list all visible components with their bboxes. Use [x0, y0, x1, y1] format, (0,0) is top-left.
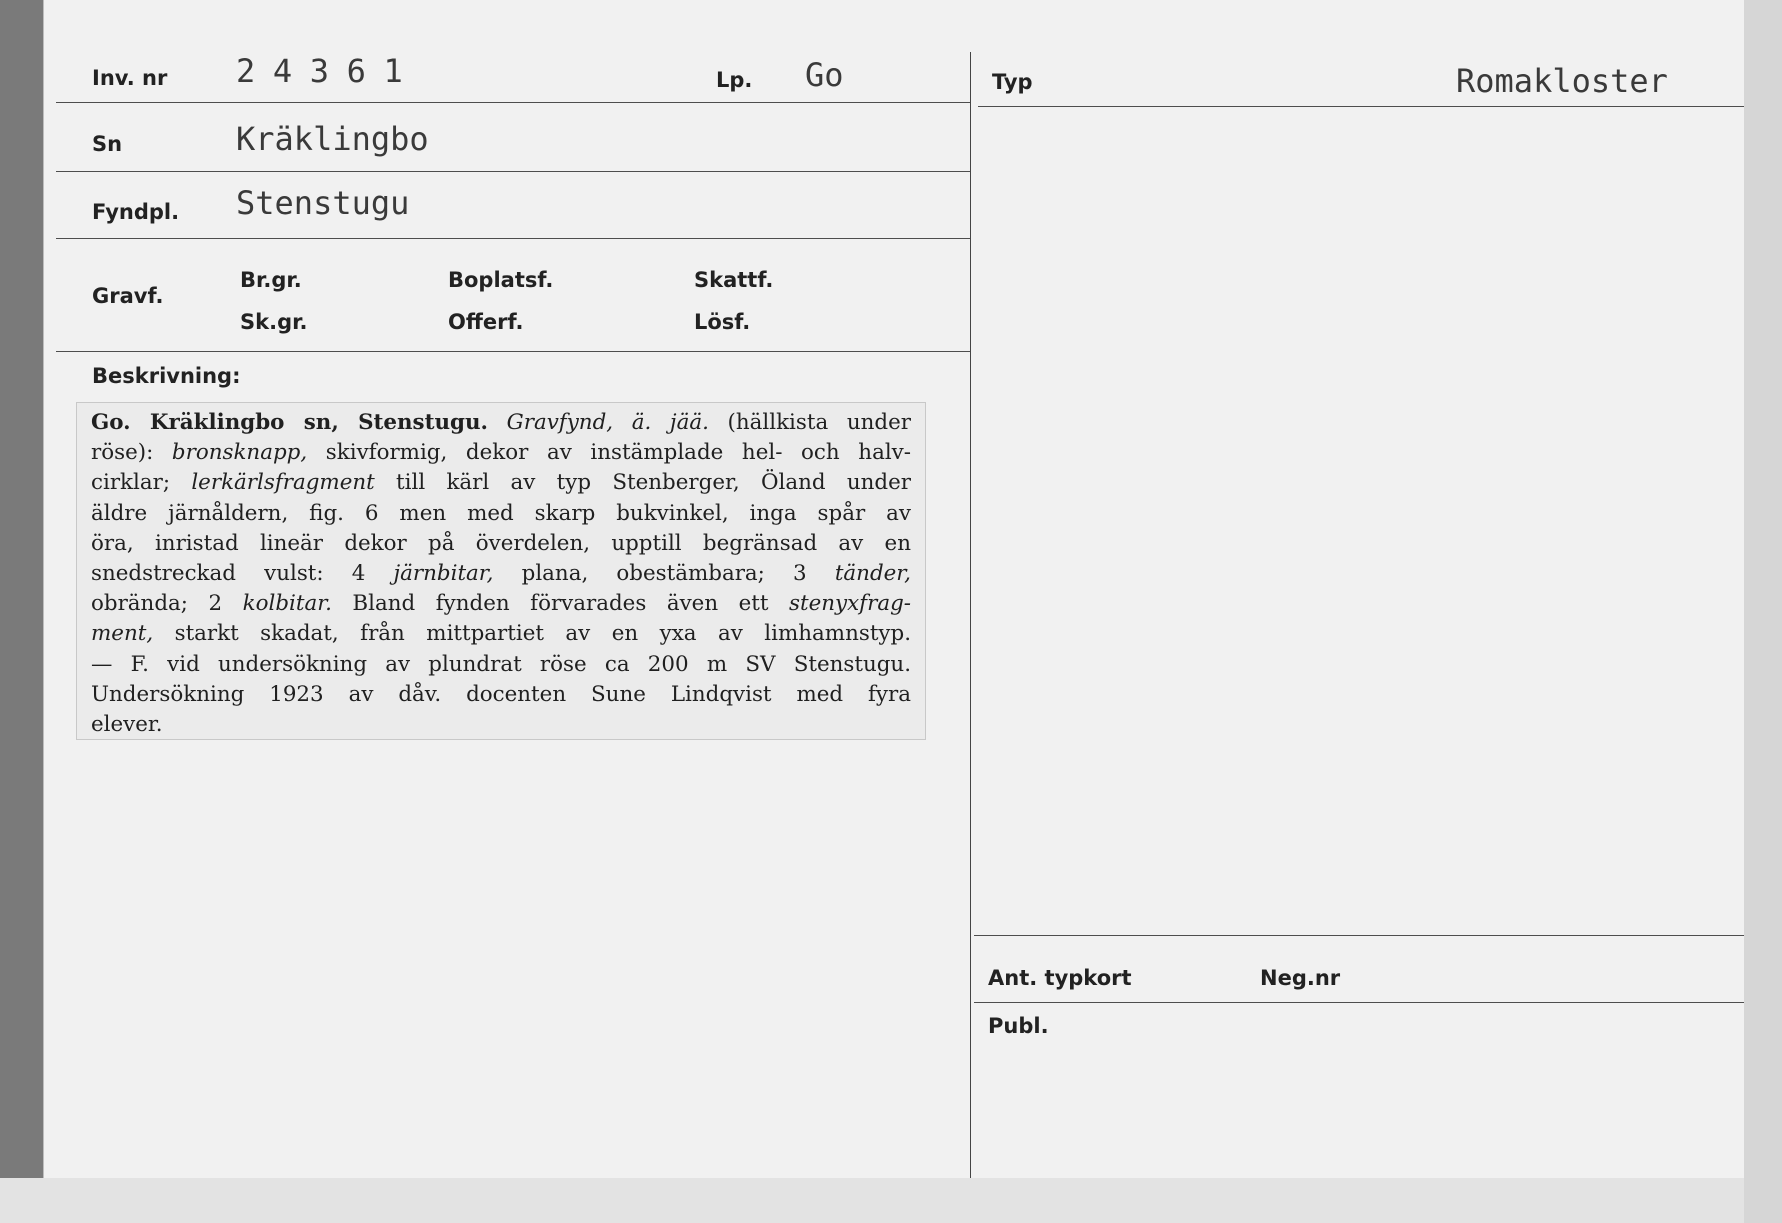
fyndpl-value: Stenstugu — [236, 184, 410, 222]
lp-value: Go — [805, 56, 844, 94]
description-line — [91, 619, 911, 649]
description-run: äldre järnåldern, fig. 6 men med skarp bukvinkel, inga spår av — [91, 500, 911, 526]
lp-label: Lp. — [716, 68, 753, 92]
description-run: cirklar; — [91, 470, 192, 496]
typ-label: Typ — [992, 70, 1033, 94]
typ-value: Romakloster — [1456, 62, 1668, 100]
description-line — [91, 589, 911, 619]
description-run: ment, — [91, 621, 154, 647]
boplatsf-label: Boplatsf. — [448, 268, 554, 292]
losf-label: Lösf. — [694, 310, 751, 334]
description-line — [91, 710, 911, 740]
sn-value: Kräklingbo — [236, 120, 429, 158]
description-run: skivformig, dekor av instämplade hel- och halv- — [307, 440, 911, 466]
description-slip — [76, 402, 926, 740]
offerf-label: Offerf. — [448, 310, 524, 334]
description-run: Gravfynd, ä. jää. — [506, 410, 709, 435]
rule-inv — [56, 102, 970, 103]
description-run: starkt skadat, från mittpartiet av en yxa av limhamnstyp. — [153, 621, 911, 647]
description-line — [91, 650, 911, 680]
beskrivning-label: Beskrivning: — [92, 364, 241, 388]
description-run: röse): — [91, 440, 172, 466]
skattf-label: Skattf. — [694, 268, 774, 292]
description-line — [91, 559, 911, 589]
gravf-label: Gravf. — [92, 284, 164, 308]
description-run: järnbitar, — [393, 560, 494, 586]
description-run: plana, obestämbara; 3 — [493, 560, 835, 586]
skgr-label: Sk.gr. — [240, 310, 308, 334]
description-run: till kärl av typ Stenberger, Öland under — [374, 470, 911, 496]
description-run: bronsknapp, — [171, 440, 308, 466]
description-run: elever. — [91, 711, 163, 737]
rule-gravf — [56, 351, 970, 352]
column-divider — [970, 52, 971, 1178]
description-run: lerkärlsfragment — [191, 470, 375, 496]
rule-sn — [56, 171, 970, 172]
description-run: Bland fynden förvarades även ett — [331, 591, 790, 617]
rule-typ — [978, 106, 1744, 107]
description-line — [91, 468, 911, 498]
fyndpl-label: Fyndpl. — [92, 200, 180, 224]
description-run: — F. vid undersökning av plundrat röse ca 200 m SV Stenstugu. — [91, 651, 911, 677]
description-run: stenyxfrag- — [789, 591, 911, 617]
ant-typkort-label: Ant. typkort — [988, 966, 1132, 990]
description-run: (hällkista under — [708, 410, 911, 435]
description-run — [488, 410, 507, 435]
description-run: Undersökning 1923 av dåv. docenten Sune Lindqvist med fyra — [91, 681, 911, 707]
description-run: obrända; 2 — [91, 591, 243, 617]
rule-ant-bottom — [974, 1002, 1744, 1003]
description-run: kolbitar. — [242, 591, 332, 617]
sn-label: Sn — [92, 132, 123, 156]
description-line — [91, 499, 911, 529]
description-line — [91, 408, 911, 438]
description-line — [91, 438, 911, 468]
rule-ant-top — [974, 935, 1744, 936]
scan-border-bottom — [0, 1178, 1782, 1223]
description-text — [91, 408, 911, 740]
rule-fyndpl — [56, 238, 970, 239]
inv-nr-value: 24361 — [236, 52, 421, 90]
description-run: öra, inristad lineär dekor på överdelen, upptill begränsad av en — [91, 530, 911, 556]
inv-nr-label: Inv. nr — [92, 66, 168, 90]
publ-label: Publ. — [988, 1014, 1049, 1038]
description-run: Go. Kräklingbo sn, Stenstugu. — [91, 410, 488, 435]
scan-border-right — [1744, 0, 1782, 1223]
description-run: tänder, — [834, 560, 911, 586]
brgr-label: Br.gr. — [240, 268, 302, 292]
description-line — [91, 680, 911, 710]
neg-nr-label: Neg.nr — [1260, 966, 1341, 990]
description-line — [91, 529, 911, 559]
description-run: snedstreckad vulst: 4 — [91, 560, 394, 586]
